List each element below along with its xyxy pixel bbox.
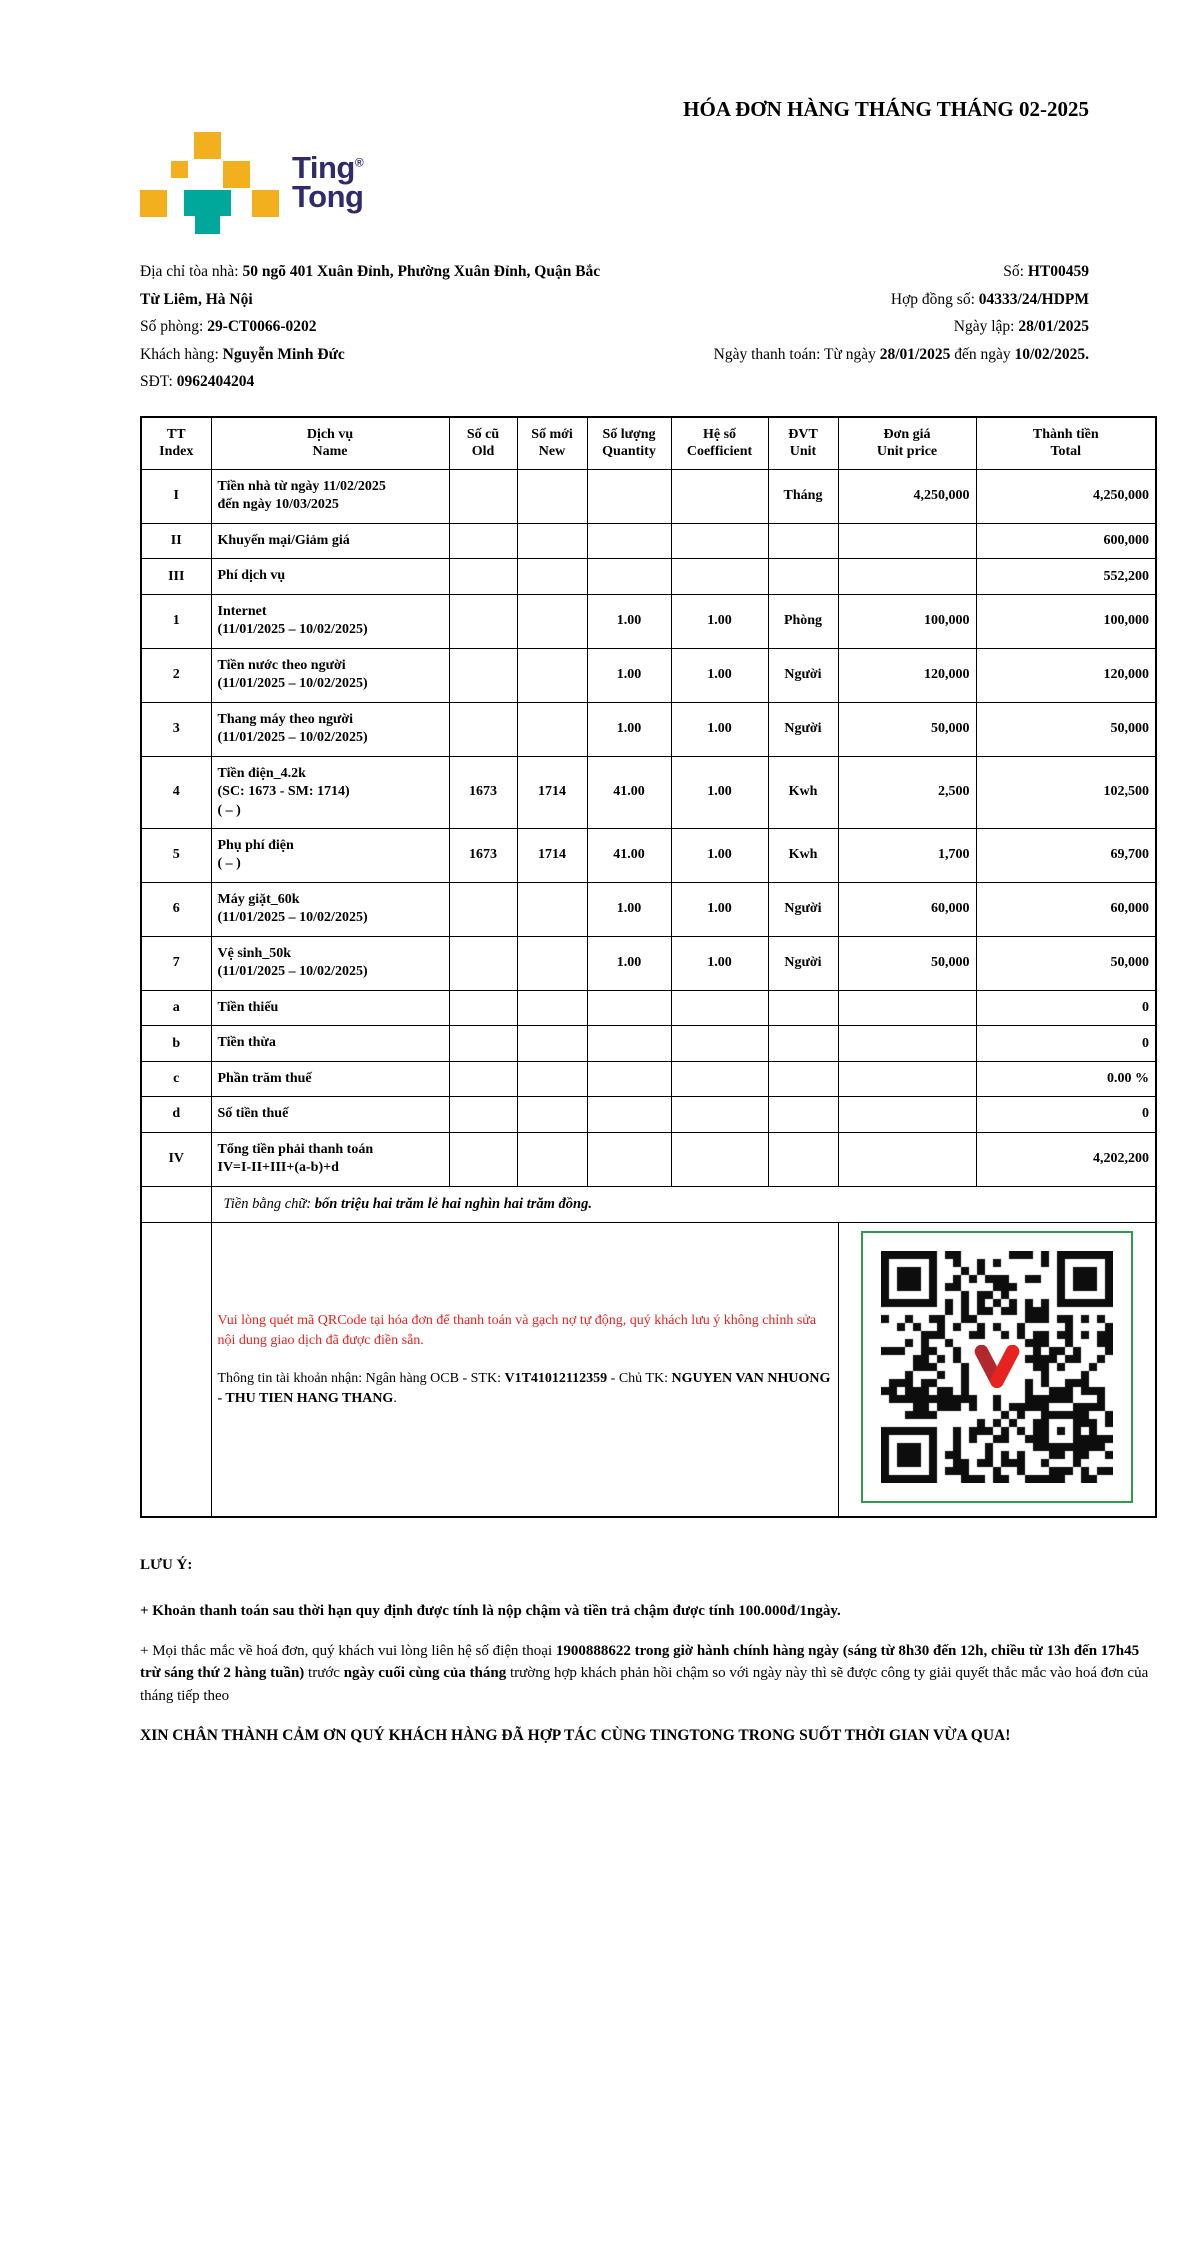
cell-index: 5 (141, 828, 211, 882)
invoice-page (140, 0, 1155, 1747)
cell-qty (587, 1026, 671, 1061)
col-header-qty: Số lượng Quantity (587, 417, 671, 470)
cell-unit (768, 559, 838, 594)
info-right-block (622, 258, 1089, 396)
table-row (141, 1097, 1156, 1132)
cell-unit (768, 1061, 838, 1096)
cell-new (517, 702, 587, 756)
cell-unit: Người (768, 936, 838, 990)
amount-in-words-row (141, 1186, 1156, 1222)
cell-price (838, 1061, 976, 1096)
cell-coef (671, 1132, 768, 1186)
cell-index: IV (141, 1132, 211, 1186)
cell-total: 552,200 (976, 559, 1156, 594)
cell-unit (768, 990, 838, 1025)
cell-new (517, 559, 587, 594)
table-row (141, 469, 1156, 523)
cell-old (449, 936, 517, 990)
cell-coef: 1.00 (671, 594, 768, 648)
cell-old (449, 469, 517, 523)
cell-price: 100,000 (838, 594, 976, 648)
cell-old: 1673 (449, 828, 517, 882)
cell-qty (587, 469, 671, 523)
cell-index: 4 (141, 756, 211, 828)
table-row (141, 594, 1156, 648)
table-row (141, 990, 1156, 1025)
cell-unit: Kwh (768, 756, 838, 828)
invoice-table-header (141, 417, 1156, 470)
cell-price (838, 1097, 976, 1132)
cell-index: II (141, 523, 211, 558)
qr-instruction-text: Vui lòng quét mã QRCode tại hóa đơn để thanh toán và gạch nợ tự động, quý khách lưu ý không chỉnh sửa nội dung giao dịch đã được điền sẵn. (217, 1312, 817, 1348)
invoice-table-body (141, 469, 1156, 1186)
cell-index: I (141, 469, 211, 523)
cell-coef: 1.00 (671, 756, 768, 828)
cell-qty: 41.00 (587, 828, 671, 882)
payment-qr-row (141, 1222, 1156, 1517)
empty-index-cell (141, 1222, 211, 1517)
cell-name: Tiền thừa (211, 1026, 449, 1061)
cell-coef (671, 523, 768, 558)
cell-qty (587, 1132, 671, 1186)
cell-coef (671, 1097, 768, 1132)
thank-you-note: XIN CHÂN THÀNH CẢM ƠN QUÝ KHÁCH HÀNG ĐÃ HỢP TÁC CÙNG TINGTONG TRONG SUỐT THỜI GIAN VỪA QUA! (140, 1727, 1011, 1745)
logo-pixel (223, 161, 250, 188)
cell-old (449, 702, 517, 756)
cell-total: 4,202,200 (976, 1132, 1156, 1186)
contract-number-line: Hợp đồng số: 04333/24/HDPM (890, 290, 1089, 308)
cell-new: 1714 (517, 828, 587, 882)
cell-price (838, 523, 976, 558)
logo-pixel (252, 190, 279, 217)
cell-new (517, 1061, 587, 1096)
cell-new: 1714 (517, 756, 587, 828)
notes-section (140, 1554, 1150, 1748)
payment-period-line: Ngày thanh toán: Từ ngày 28/01/2025 đến ngày 10/02/2025. (713, 345, 1089, 363)
cell-price (838, 1026, 976, 1061)
cell-name: Phí dịch vụ (211, 559, 449, 594)
cell-name: Máy giặt_60k (11/01/2025 – 10/02/2025) (211, 882, 449, 936)
cell-name: Tiền nhà từ ngày 11/02/2025 đến ngày 10/03/2025 (211, 469, 449, 523)
logo-pixel (194, 132, 221, 159)
col-header-old: Số cũ Old (449, 417, 517, 470)
table-row (141, 1061, 1156, 1096)
cell-unit: Kwh (768, 828, 838, 882)
cell-total: 102,500 (976, 756, 1156, 828)
cell-old (449, 1026, 517, 1061)
cell-index: 1 (141, 594, 211, 648)
invoice-info (140, 258, 1155, 396)
cell-coef (671, 990, 768, 1025)
payment-note-cell (211, 1222, 838, 1517)
cell-total: 0 (976, 1097, 1156, 1132)
invoice-table (140, 416, 1157, 1518)
logo-pixel (184, 190, 231, 216)
info-left-block (140, 258, 622, 396)
cell-total: 4,250,000 (976, 469, 1156, 523)
cell-unit: Người (768, 648, 838, 702)
tingtong-logo (140, 132, 363, 234)
registered-mark: ® (354, 156, 364, 171)
cell-qty (587, 1097, 671, 1132)
cell-total: 60,000 (976, 882, 1156, 936)
cell-total: 100,000 (976, 594, 1156, 648)
cell-name: Phụ phí điện ( – ) (211, 828, 449, 882)
cell-index: 6 (141, 882, 211, 936)
cell-qty (587, 559, 671, 594)
cell-total: 0 (976, 990, 1156, 1025)
col-header-total: Thành tiền Total (976, 417, 1156, 470)
cell-new (517, 523, 587, 558)
phone-line: SĐT: 0962404204 (140, 373, 255, 391)
cell-index: 3 (141, 702, 211, 756)
cell-price: 2,500 (838, 756, 976, 828)
cell-coef: 1.00 (671, 882, 768, 936)
col-header-name: Dịch vụ Name (211, 417, 449, 470)
cell-unit (768, 1026, 838, 1061)
table-row (141, 1132, 1156, 1186)
cell-old (449, 559, 517, 594)
cell-old (449, 648, 517, 702)
cell-new (517, 648, 587, 702)
cell-name: Số tiền thuế (211, 1097, 449, 1132)
cell-new (517, 1097, 587, 1132)
cell-old (449, 882, 517, 936)
customer-line: Khách hàng: Nguyễn Minh Đức (140, 345, 345, 363)
cell-unit: Phòng (768, 594, 838, 648)
room-number-line: Số phòng: 29-CT0066-0202 (140, 318, 317, 336)
cell-index: c (141, 1061, 211, 1096)
issue-date-line: Ngày lập: 28/01/2025 (953, 318, 1089, 336)
table-row (141, 882, 1156, 936)
col-header-index: TT Index (141, 417, 211, 470)
logo-pixel (195, 216, 220, 234)
cell-old (449, 1097, 517, 1132)
cell-qty: 1.00 (587, 594, 671, 648)
cell-index: a (141, 990, 211, 1025)
cell-qty: 1.00 (587, 648, 671, 702)
cell-total: 0.00 % (976, 1061, 1156, 1096)
cell-price: 60,000 (838, 882, 976, 936)
cell-qty: 1.00 (587, 702, 671, 756)
table-row (141, 936, 1156, 990)
header-row (141, 417, 1156, 470)
cell-name: Khuyến mại/Giảm giá (211, 523, 449, 558)
cell-old: 1673 (449, 756, 517, 828)
empty-index-cell (141, 1186, 211, 1222)
cell-new (517, 1132, 587, 1186)
table-row (141, 523, 1156, 558)
cell-new (517, 1026, 587, 1061)
notes-heading: LƯU Ý: (140, 1556, 193, 1573)
cell-coef: 1.00 (671, 936, 768, 990)
cell-coef: 1.00 (671, 702, 768, 756)
cell-coef (671, 1061, 768, 1096)
cell-index: d (141, 1097, 211, 1132)
cell-qty: 1.00 (587, 936, 671, 990)
cell-old (449, 594, 517, 648)
cell-qty: 1.00 (587, 882, 671, 936)
cell-name: Vệ sinh_50k (11/01/2025 – 10/02/2025) (211, 936, 449, 990)
table-row (141, 756, 1156, 828)
cell-name: Internet (11/01/2025 – 10/02/2025) (211, 594, 449, 648)
cell-coef (671, 559, 768, 594)
table-row (141, 648, 1156, 702)
table-row (141, 702, 1156, 756)
qr-cell (838, 1222, 1156, 1517)
table-row (141, 828, 1156, 882)
cell-new (517, 594, 587, 648)
late-payment-note: + Khoản thanh toán sau thời hạn quy định được tính là nộp chậm và tiền trả chậm được tính 100.000đ/1ngày. (140, 1603, 841, 1620)
cell-qty (587, 1061, 671, 1096)
cell-new (517, 936, 587, 990)
cell-new (517, 882, 587, 936)
cell-name: Thang máy theo người (11/01/2025 – 10/02/2025) (211, 702, 449, 756)
cell-index: 7 (141, 936, 211, 990)
cell-old (449, 523, 517, 558)
cell-name: Tổng tiền phải thanh toán IV=I-II+III+(a-b)+d (211, 1132, 449, 1186)
invoice-table-footer (141, 1186, 1156, 1517)
col-header-new: Số mới New (517, 417, 587, 470)
cell-total: 600,000 (976, 523, 1156, 558)
amount-in-words: Tiền bằng chữ: bốn triệu hai trăm lẻ hai nghìn hai trăm đồng. (211, 1186, 1156, 1222)
tingtong-logo-icon (140, 132, 278, 234)
cell-price: 50,000 (838, 702, 976, 756)
building-address-line: Địa chỉ tòa nhà: 50 ngõ 401 Xuân Đỉnh, Phường Xuân Đỉnh, Quận Bắc Từ Liêm, Hà Nội (140, 263, 601, 308)
cell-index: 2 (141, 648, 211, 702)
cell-price (838, 1132, 976, 1186)
hotline-note: + Mọi thắc mắc về hoá đơn, quý khách vui lòng liên hệ số điện thoại 1900888622 trong giờ hành chính hàng ngày (sáng từ 8h30 đến 12h, chiều từ 13h đến 17h45 trừ sáng thứ 2 hàng tuần) trước ngày cuối cùng của tháng trường hợp khách phản hồi chậm so với ngày này thì sẽ được công ty giải quyết thắc mắc vào hoá đơn của tháng tiếp theo (140, 1642, 1149, 1704)
cell-price: 50,000 (838, 936, 976, 990)
cell-coef (671, 469, 768, 523)
cell-coef: 1.00 (671, 648, 768, 702)
cell-name: Tiền nước theo người (11/01/2025 – 10/02/2025) (211, 648, 449, 702)
cell-price: 120,000 (838, 648, 976, 702)
cell-name: Tiền điện_4.2k (SC: 1673 - SM: 1714) ( – ) (211, 756, 449, 828)
cell-total: 0 (976, 1026, 1156, 1061)
cell-unit: Người (768, 702, 838, 756)
table-row (141, 1026, 1156, 1061)
cell-new (517, 990, 587, 1025)
col-header-unit: ĐVT Unit (768, 417, 838, 470)
cell-unit: Tháng (768, 469, 838, 523)
cell-price (838, 559, 976, 594)
cell-total: 50,000 (976, 702, 1156, 756)
cell-unit (768, 1132, 838, 1186)
cell-price: 4,250,000 (838, 469, 976, 523)
invoice-header (140, 92, 1155, 234)
account-info-text: Thông tin tài khoản nhận: Ngân hàng OCB - STK: V1T41012112359 - Chủ TK: NGUYEN VAN NHUONG - THU TIEN HANG THANG. (217, 1371, 831, 1407)
logo-wordmark: Ting® Tong (292, 150, 364, 214)
cell-new (517, 469, 587, 523)
cell-old (449, 990, 517, 1025)
cell-coef (671, 1026, 768, 1061)
col-header-coef: Hệ số Coefficient (671, 417, 768, 470)
col-header-price: Đơn giá Unit price (838, 417, 976, 470)
vietqr-v-icon (971, 1345, 1023, 1389)
cell-price: 1,700 (838, 828, 976, 882)
cell-price (838, 990, 976, 1025)
cell-index: b (141, 1026, 211, 1061)
cell-coef: 1.00 (671, 828, 768, 882)
cell-unit: Người (768, 882, 838, 936)
cell-qty (587, 523, 671, 558)
cell-total: 50,000 (976, 936, 1156, 990)
cell-unit (768, 1097, 838, 1132)
cell-index: III (141, 559, 211, 594)
invoice-title: HÓA ĐƠN HÀNG THÁNG THÁNG 02-2025 (683, 97, 1089, 121)
invoice-number-line: Số: HT00459 (1003, 263, 1089, 280)
cell-name: Phần trăm thuế (211, 1061, 449, 1096)
logo-pixel (140, 190, 167, 217)
qr-code (861, 1231, 1133, 1503)
logo-pixel (171, 161, 188, 178)
cell-old (449, 1061, 517, 1096)
cell-total: 69,700 (976, 828, 1156, 882)
cell-qty (587, 990, 671, 1025)
cell-name: Tiền thiếu (211, 990, 449, 1025)
cell-old (449, 1132, 517, 1186)
cell-unit (768, 523, 838, 558)
table-row (141, 559, 1156, 594)
cell-total: 120,000 (976, 648, 1156, 702)
cell-qty: 41.00 (587, 756, 671, 828)
